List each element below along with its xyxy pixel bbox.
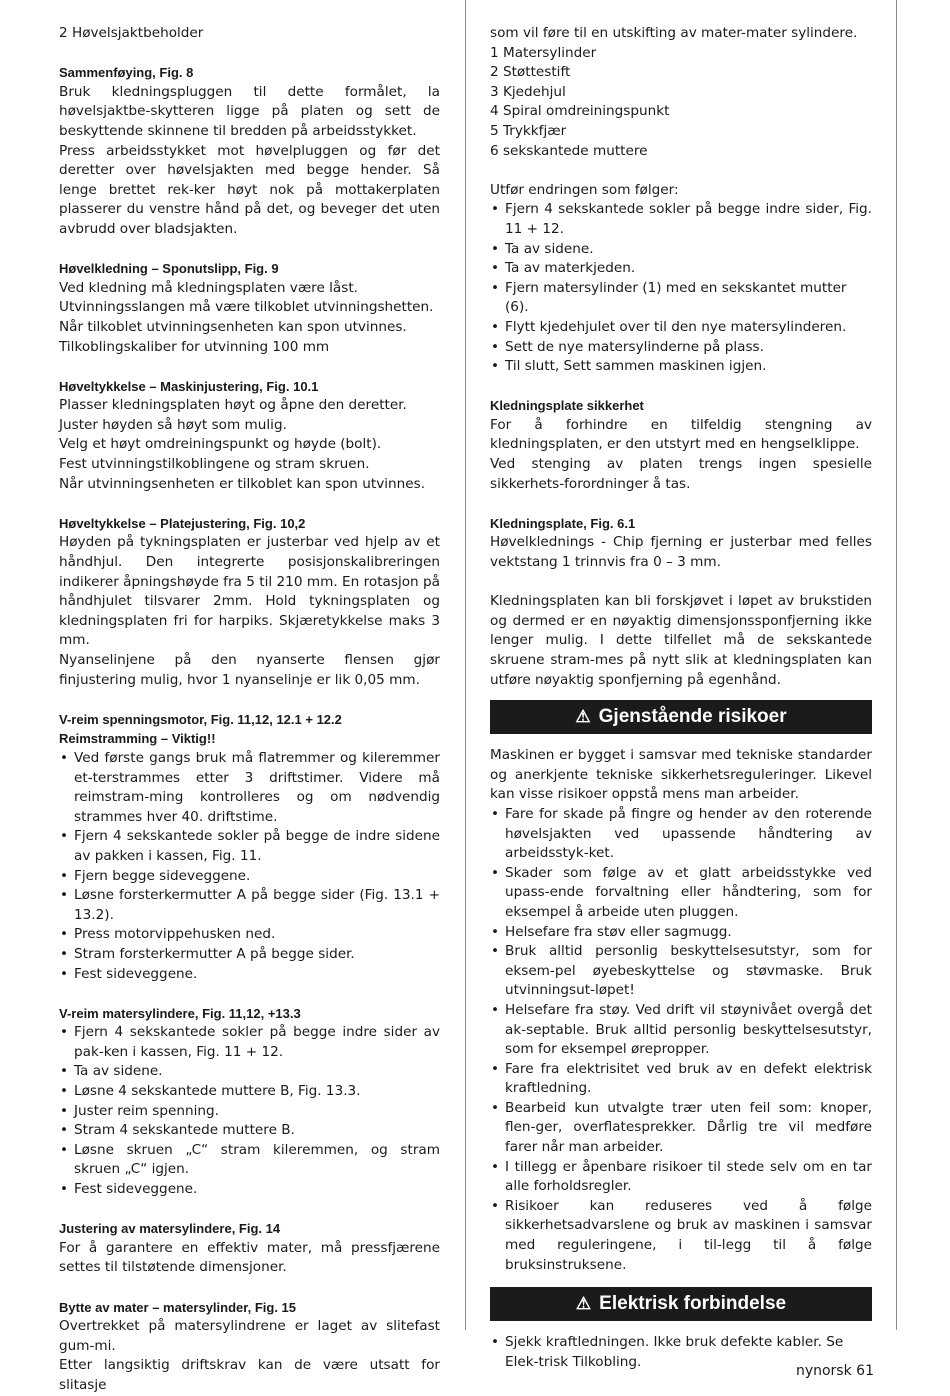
- paragraph: For å forhindre en tilfeldig stengning av kledningsplaten, er den utstyrt med en hengselklippe.: [490, 416, 872, 453]
- list-item: • Fare fra elektrisitet ved bruk av en defekt elektrisk kraftledning.: [491, 1060, 872, 1097]
- electrical-banner: [490, 1287, 872, 1321]
- page-number: 61: [856, 1363, 874, 1379]
- list-item: • I tillegg er åpenbare risikoer til stede selv om en tar alle forholdsregler.: [491, 1158, 872, 1195]
- list-item: • Stram forsterkermutter A på begge sider.: [60, 945, 355, 962]
- right-column: [490, 24, 872, 1372]
- list-item: • Bearbeid kun utvalgte trær uten feil som: knoper, flen-ger, overflatesprekker. Dårlig tre vil medføre farer når man arbeider.: [491, 1099, 872, 1156]
- paragraph: Utfør endringen som følger:: [490, 181, 679, 198]
- list-item: • Sjekk kraftledningen. Ikke bruk defekte kabler. Se Elek-trisk Tilkobling.: [491, 1334, 844, 1370]
- paragraph: Bruk kledningspluggen til dette formålet, la høvelsjaktbe-skytteren ligge på platen og sett de beskyttende skinnene til bredden på arbeidsstykket.: [59, 83, 440, 139]
- banner-title: Elektrisk forbindelse: [599, 1293, 787, 1315]
- part-item: 4 Spiral omdreiningspunkt: [490, 103, 670, 120]
- list-item: • Stram 4 sekskantede muttere B.: [60, 1122, 295, 1139]
- list-item: • Fjern 4 sekskantede sokler på begge indre sider, Fig. 11 + 12.: [491, 201, 872, 237]
- section-heading: Kledningsplate, Fig. 6.1: [490, 515, 636, 531]
- part-item: 5 Trykkfjær: [490, 122, 567, 139]
- list-item: • Ta av sidene.: [60, 1063, 163, 1080]
- section-heading: Bytte av mater – matersylinder, Fig. 15: [59, 1299, 296, 1315]
- section-heading: V-reim matersylindere, Fig. 11,12, +13.3: [59, 1005, 301, 1021]
- text-line: Juster høyden så høyt som mulig.: [59, 416, 287, 433]
- column-divider: [465, 0, 466, 1330]
- list-item: • Juster reim spenning.: [60, 1102, 219, 1119]
- bullet-list: [490, 805, 872, 1275]
- text-line: Utvinningsslangen må være tilkoblet utvinningshetten.: [59, 299, 434, 316]
- list-item: • Ved første gangs bruk må flatremmer og kileremmer et-terstrammes etter 3 driftstimer. Videre må reimstram-ming kontrolleres og om nødvendig strammes hver 40. driftstime.: [60, 749, 440, 825]
- text-line: Fest utvinningstilkoblingene og stram skruen.: [59, 456, 370, 473]
- warning-icon: ⚠: [575, 707, 591, 727]
- part-item: 1 Matersylinder: [490, 44, 597, 61]
- paragraph: Nyanselinjene på den nyanserte flensen gjør finjustering mulig, hvor 1 nyanselinje er lik 0,05 mm.: [59, 652, 440, 688]
- section-heading: Høveltykkelse – Platejustering, Fig. 10,2: [59, 515, 306, 531]
- list-item: • Fjern begge sideveggene.: [60, 867, 251, 884]
- section-heading: Høveltykkelse – Maskinjustering, Fig. 10.1: [59, 378, 319, 394]
- list-item: • Ta av materkjeden.: [491, 260, 636, 277]
- list-item: • Fest sideveggene.: [60, 965, 198, 982]
- footer-language: nynorsk: [795, 1363, 852, 1379]
- bullet-list: [59, 1023, 440, 1199]
- paragraph: Overtrekket på matersylindrene er laget av slitefast gum-mi.: [59, 1318, 440, 1354]
- right-margin-rule: [896, 0, 897, 1330]
- paragraph: som vil føre til en utskifting av mater-mater sylindere.: [490, 25, 858, 41]
- section-heading: Kledningsplate sikkerhet: [490, 398, 644, 414]
- paragraph: Kledningsplaten kan bli forskjøvet i løpet av brukstiden og dermed er en nøyaktig dimensjonssponfjerning ikke lenger mulig. I dette tilfellet må de sekskantede skruene stram-mes på nytt slik at kledningsplaten kan utføre nøyaktig sponfjerning på egenhånd.: [490, 593, 872, 688]
- left-column: [59, 24, 440, 1396]
- list-item: • Fjern 4 sekskantede sokler på begge de indre sidene av pakken i kassen, Fig. 11.: [60, 828, 440, 864]
- list-item: • Fjern matersylinder (1) med en sekskantet mutter (6).: [491, 279, 847, 316]
- list-item: • Risikoer kan reduseres ved å følge sikkerhetsadvarslene og bruk av maskinen i samsvar med reguleringene, i til-legg til å følge bruksinstruksene.: [491, 1197, 872, 1273]
- warning-icon: ⚠: [575, 1294, 592, 1314]
- list-item: • Press motorvippehusken ned.: [60, 926, 276, 943]
- text-line: Når utvinningsenheten er tilkoblet kan spon utvinnes.: [59, 475, 426, 492]
- paragraph: For å garantere en effektiv mater, må pressfjærene settes til tilstøtende dimensjoner.: [59, 1239, 440, 1276]
- list-item: • Løsne forsterkermutter A på begge sider (Fig. 13.1 + 13.2).: [60, 887, 440, 923]
- paragraph: Høvelklednings - Chip fjerning er justerbar med felles vektstang 1 trinnvis fra 0 – 3 mm.: [490, 534, 872, 571]
- list-item: • Løsne 4 sekskantede muttere B, Fig. 13.3.: [60, 1083, 361, 1100]
- part-item: 6 sekskantede muttere: [490, 142, 648, 159]
- text-line: Tilkoblingskaliber for utvinning 100 mm: [59, 338, 330, 355]
- list-item: • Til slutt, Sett sammen maskinen igjen.: [491, 358, 767, 375]
- section-heading: Høvelkledning – Sponutslipp, Fig. 9: [59, 261, 279, 277]
- list-item: • Bruk alltid personlig beskyttelsesutstyr, som for eksem-pel øyebeskyttelse og støvmaske. Bruk utvinningsut-løpet!: [491, 943, 872, 999]
- paragraph: Press arbeidsstykket mot høvelpluggen og før det deretter over høvelsjakten med begge hender. Så lenge brettet rek-ker høyt nok på mottakerplaten plasserer du venstre hånd på det, og beveger det uten avbrudd over bladsjakten.: [59, 142, 440, 237]
- section-heading: V-reim spenningsmotor, Fig. 11,12, 12.1 + 12.2: [59, 711, 342, 727]
- list-item: • Ta av sidene.: [491, 240, 594, 257]
- section-subheading: Reimstramming – Viktig!!: [59, 731, 216, 747]
- text-line: Plasser kledningsplaten høyt og åpne den deretter.: [59, 397, 407, 414]
- list-item: • Fare for skade på fingre og hender av den roterende høvelsjakten ved upassende håndtering av arbeidsstyk-ket.: [491, 805, 872, 862]
- banner-title: Gjenstående risikoer: [598, 706, 787, 728]
- paragraph: Ved stenging av platen trengs ingen spesielle sikkerhets-forordninger å tas.: [490, 456, 872, 492]
- paragraph: Maskinen er bygget i samsvar med tekniske standarder og anerkjente tekniske sikkerhetsreguleringer. Likevel kan visse risikoer oppstå mens man arbeider.: [490, 747, 872, 803]
- part-item: 3 Kjedehjul: [490, 83, 566, 100]
- list-item: • Løsne skruen „C“ stram kileremmen, og stram skruen „C“ igjen.: [60, 1141, 440, 1178]
- text-line: Velg et høyt omdreiningspunkt og høyde (bolt).: [59, 436, 382, 453]
- list-item: 2 Høvelsjaktbeholder: [59, 25, 204, 41]
- section-heading: Justering av matersylindere, Fig. 14: [59, 1221, 281, 1237]
- list-item: • Sett de nye matersylinderne på plass.: [491, 338, 764, 355]
- list-item: • Fest sideveggene.: [60, 1181, 198, 1198]
- paragraph: Etter langsiktig driftskrav kan de være utsatt for slitasje: [59, 1357, 440, 1393]
- part-item: 2 Støttestift: [490, 64, 571, 81]
- paragraph: Høyden på tykningsplaten er justerbar ved hjelp av et håndhjul. Den integrerte posisjonskalibreringen indikerer åpningshøyde fra 5 til 210 mm. En rotasjon på håndhjulet tilsvarer 2mm. Hold tykningsplaten og kledningsplaten fri for harpiks. Skjæretykkelse maks 3 mm.: [59, 534, 440, 649]
- text-line: Ved kledning må kledningsplaten være låst.: [59, 279, 358, 296]
- list-item: • Helsefare fra støv eller sagmugg.: [491, 923, 732, 940]
- page-footer: [796, 1363, 874, 1379]
- list-item: • Flytt kjedehjulet over til den nye matersylinderen.: [491, 318, 847, 335]
- bullet-list: [59, 749, 440, 984]
- section-heading: Sammenføying, Fig. 8: [59, 65, 194, 81]
- list-item: • Helsefare fra støy. Ved drift vil støynivået overgå det ak-septable. Bruk alltid personlig beskyttelsesutstyr, som for eksempel ørepropper.: [491, 1001, 872, 1058]
- text-line: Når tilkoblet utvinningsenheten kan spon utvinnes.: [59, 318, 407, 335]
- bullet-list: [490, 200, 872, 376]
- risks-banner: [490, 700, 872, 734]
- list-item: • Fjern 4 sekskantede sokler på begge indre sider av pak-ken i kassen, Fig. 11 + 12.: [60, 1024, 440, 1060]
- list-item: • Skader som følge av et glatt arbeidsstykke ved upass-ende forvaltning eller håndtering, som for eksempel å arbeide uten pluggen.: [491, 864, 872, 920]
